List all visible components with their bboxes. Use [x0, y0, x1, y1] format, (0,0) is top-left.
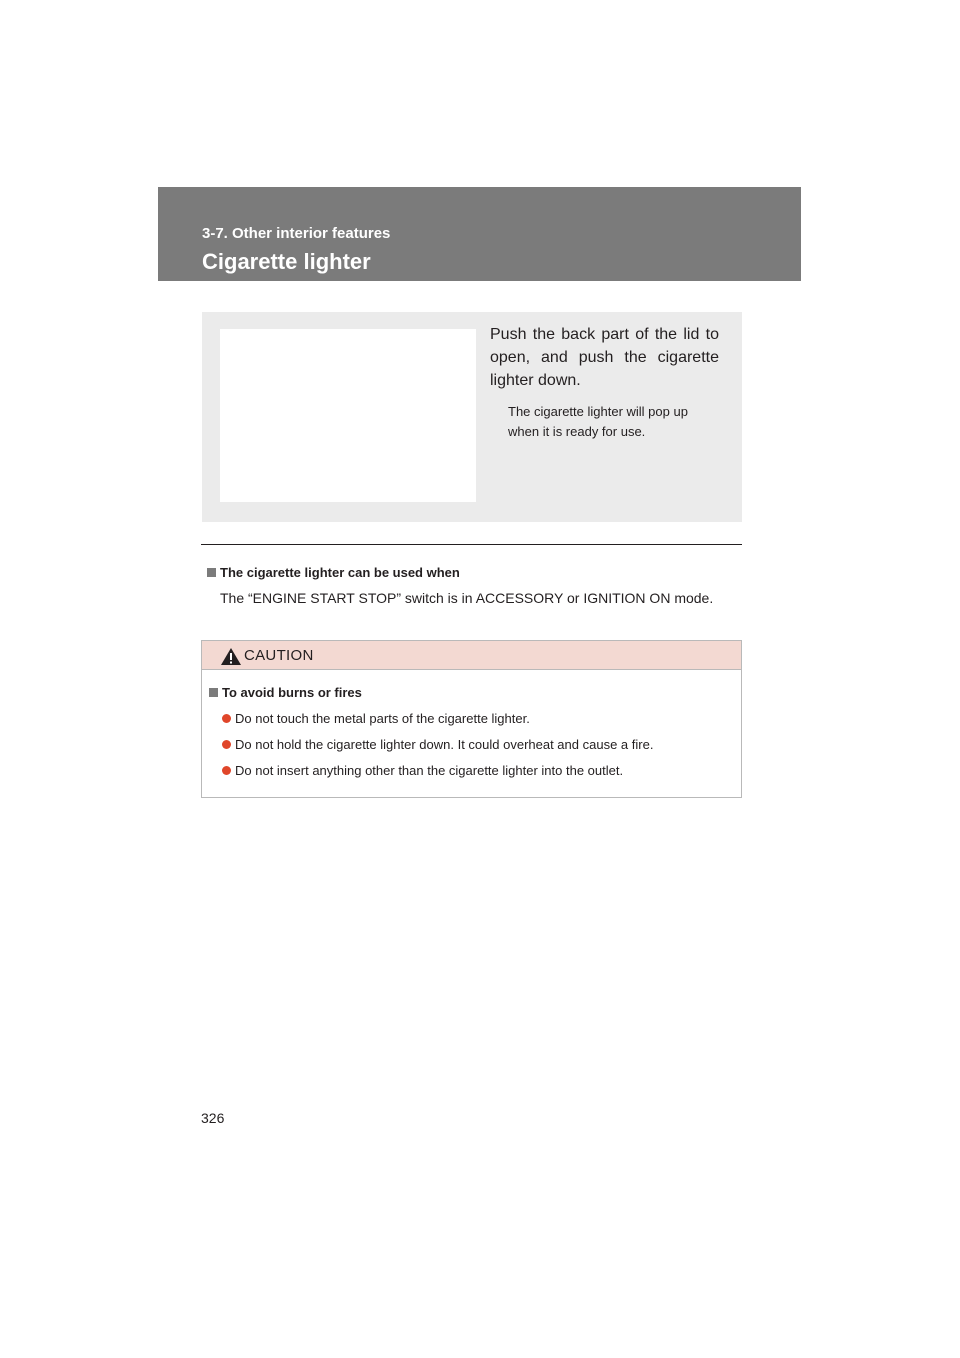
- bullet-dot-icon: [222, 740, 231, 749]
- page-number: 326: [201, 1110, 225, 1126]
- caution-topic: [209, 685, 362, 700]
- info-heading-text: The cigarette lighter can be used when: [220, 565, 460, 580]
- instruction-note: The cigarette lighter will pop up when it is ready for use.: [508, 404, 688, 439]
- caution-box: [201, 640, 742, 798]
- caution-item-text: Do not insert anything other than the cigarette lighter into the outlet.: [235, 763, 624, 778]
- square-bullet-icon: [209, 688, 218, 697]
- caution-topic-text: To avoid burns or fires: [222, 685, 362, 700]
- caution-item: [222, 737, 653, 752]
- caution-item-text: Do not touch the metal parts of the cigarette lighter.: [235, 711, 530, 726]
- instruction-text: Push the back part of the lid to open, and push the cigarette lighter down.: [490, 326, 719, 389]
- caution-item: [222, 711, 530, 726]
- caution-label: CAUTION: [244, 647, 314, 664]
- section-label: 3-7. Other interior features: [202, 225, 391, 242]
- page-title: Cigarette lighter: [202, 249, 371, 274]
- warning-triangle-icon: [220, 647, 242, 671]
- bullet-dot-icon: [222, 766, 231, 775]
- section-header: [158, 187, 801, 281]
- caution-item: [222, 763, 623, 778]
- divider: [201, 544, 742, 545]
- illustration-image: [220, 329, 476, 502]
- bullet-dot-icon: [222, 714, 231, 723]
- info-body: The “ENGINE START STOP” switch is in ACCESSORY or IGNITION ON mode.: [220, 590, 714, 606]
- square-bullet-icon: [207, 568, 216, 577]
- caution-header: [202, 641, 741, 670]
- figure-panel: [202, 312, 742, 522]
- info-heading: [207, 565, 460, 580]
- caution-item-text: Do not hold the cigarette lighter down. It could overheat and cause a fire.: [235, 737, 654, 752]
